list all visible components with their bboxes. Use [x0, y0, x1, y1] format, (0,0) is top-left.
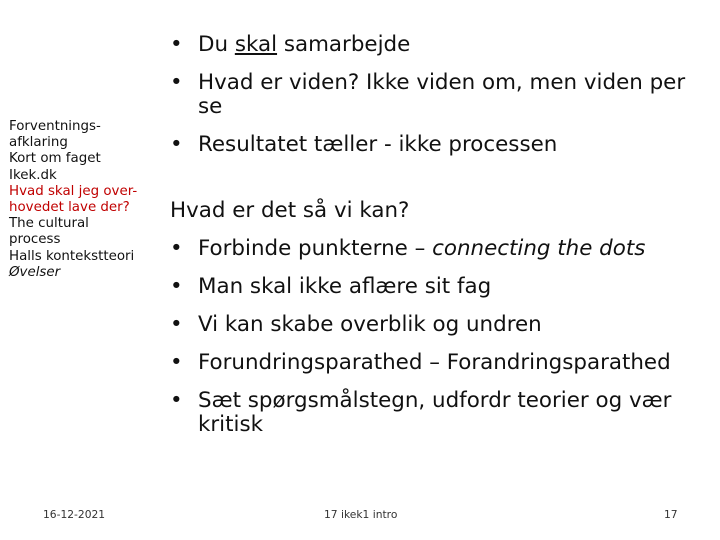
bullet-glyph: • — [170, 70, 183, 95]
bullet-text: Sæt spørgsmålstegn, udfordr teorier og vær — [198, 388, 672, 413]
agenda-line-current: hovedet lave der? — [9, 200, 130, 216]
top-bullet-list — [170, 33, 715, 171]
bullet-item — [170, 389, 715, 437]
bullet-text: Man skal ikke aflære sit fag — [198, 274, 492, 299]
bullet-text: Du — [198, 32, 235, 57]
bullet-item — [170, 275, 715, 299]
bullet-item — [170, 133, 715, 157]
bullet-text: Hvad er viden? Ikke viden om, men viden per — [198, 70, 686, 95]
agenda-line: Ikek.dk — [9, 167, 57, 183]
bullet-glyph: • — [170, 274, 183, 299]
agenda-line: Halls kontekstteori — [9, 248, 135, 264]
bullet-item — [170, 71, 715, 119]
bullet-item — [170, 351, 715, 375]
bullet-glyph: • — [170, 236, 183, 261]
agenda-sidebar — [9, 119, 159, 281]
bullet-text-underlined: skal — [234, 32, 278, 57]
bullet-text-italic: connecting the dots — [432, 236, 646, 261]
agenda-line: The cultural — [9, 216, 89, 232]
bullet-text: Resultatet tæller - ikke processen — [198, 132, 558, 157]
bullet-text: se — [198, 94, 223, 119]
bullet-item — [170, 237, 715, 261]
agenda-line: Øvelser — [9, 264, 61, 280]
footer-title: 17 ikek1 intro — [324, 508, 398, 521]
bullet-glyph: • — [170, 32, 183, 57]
bullet-glyph: • — [170, 132, 183, 157]
bullet-item — [170, 313, 715, 337]
bullet-text: samarbejde — [277, 32, 411, 57]
bullet-glyph: • — [170, 350, 183, 375]
bullet-text: Forbinde punkterne – — [198, 236, 433, 261]
agenda-line: afklaring — [9, 135, 68, 151]
bullet-item — [170, 33, 715, 57]
footer-date: 16-12-2021 — [43, 508, 106, 521]
agenda-line: Forventnings- — [9, 119, 101, 134]
bullet-text: kritisk — [198, 412, 263, 437]
agenda-line: process — [9, 232, 61, 248]
bullet-text: Vi kan skabe overblik og undren — [198, 312, 542, 337]
agenda-line: Kort om faget — [9, 151, 101, 167]
bullet-glyph: • — [170, 388, 183, 413]
footer-page-number: 17 — [664, 508, 678, 521]
lower-bullet-list — [170, 237, 715, 437]
bullet-glyph: • — [170, 312, 183, 337]
bullet-text: Forundringsparathed – Forandringsparathed — [198, 350, 671, 375]
agenda-line-current: Hvad skal jeg over- — [9, 183, 138, 199]
section-heading: Hvad er det så vi kan? — [170, 198, 410, 223]
